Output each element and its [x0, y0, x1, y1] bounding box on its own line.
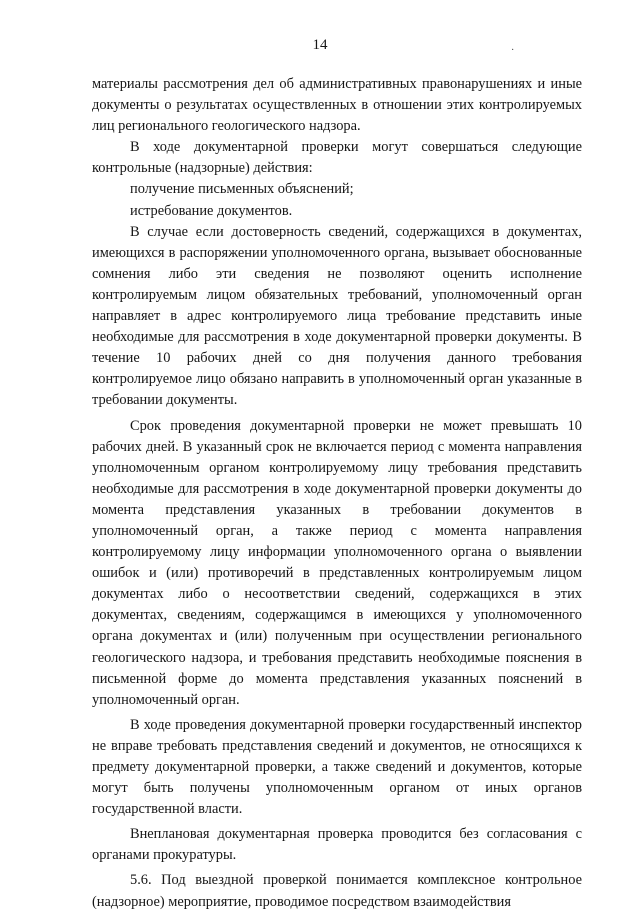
body-text	[92, 74, 582, 913]
page-number: 14	[312, 37, 328, 53]
paragraph-onsite-inspection: 5.6. Под выездной проверкой понимается комплексное контрольное (надзорное) мероприятие, проводимое посредством взаимодействия	[92, 872, 582, 910]
paragraph-inspection-term: Срок проведения документарной проверки не может превышать 10 рабочих дней. В указанный срок не включается период с момента направления уполномоченным органом контролируемому лицу требования представить необходимые для рассмотрения в ходе документарной проверки документы до момента представления указанных в требовании документов в уполномоченный орган, а также период с момента направления контролируемому лицу информации уполномоченного органа о выявлении ошибок и (или) противоречий в представленных контролируемым лицом документах либо о несоответствии сведений, содержащихся в этих документах, сведениям, содержащимся в имеющихся у уполномоченного органа документах и (или) полученным при осуществлении регионального геологического надзора, и требования представить необходимые пояснения в письменной форме до момента представления указанных пояснений в уполномоченный орган.	[92, 417, 582, 708]
paragraph-inspector-limits: В ходе проведения документарной проверки государственный инспектор не вправе требовать представления сведений и документов, не относящихся к предмету документарной проверки, а также сведений и документов, которые могут быть получены уполномоченным органом от иных органов государственной власти.	[92, 716, 582, 818]
paragraph-continuation: материалы рассмотрения дел об административных правонарушениях и иные документы о результатах осуществленных в отношении этих контролируемых лиц регионального геологического надзора.	[92, 76, 582, 135]
paragraph-document-request: В случае если достоверность сведений, содержащихся в документах, имеющихся в распоряжении уполномоченного органа, вызывает обоснованные сомнения либо эти сведения не позволяют оценить исполнение контролируемым лицом обязательных требований, уполномоченный орган направляет в адрес контролируемого лица требование представить иные необходимые для рассмотрения в ходе документарной проверки документы. В течение 10 рабочих дней со дня получения данного требования контролируемое лицо обязано направить в уполномоченный орган указанные в требовании документы.	[92, 223, 582, 409]
list-item-explanations: получение письменных объяснений;	[130, 181, 354, 198]
list-item-documents: истребование документов.	[130, 202, 293, 219]
paragraph-control-actions: В ходе документарной проверки могут совершаться следующие контрольные (надзорные) действия:	[92, 139, 582, 177]
paragraph-unscheduled-inspection: Внеплановая документарная проверка проводится без согласования с органами прокуратуры.	[92, 826, 582, 864]
page-mark: ·	[511, 45, 515, 56]
